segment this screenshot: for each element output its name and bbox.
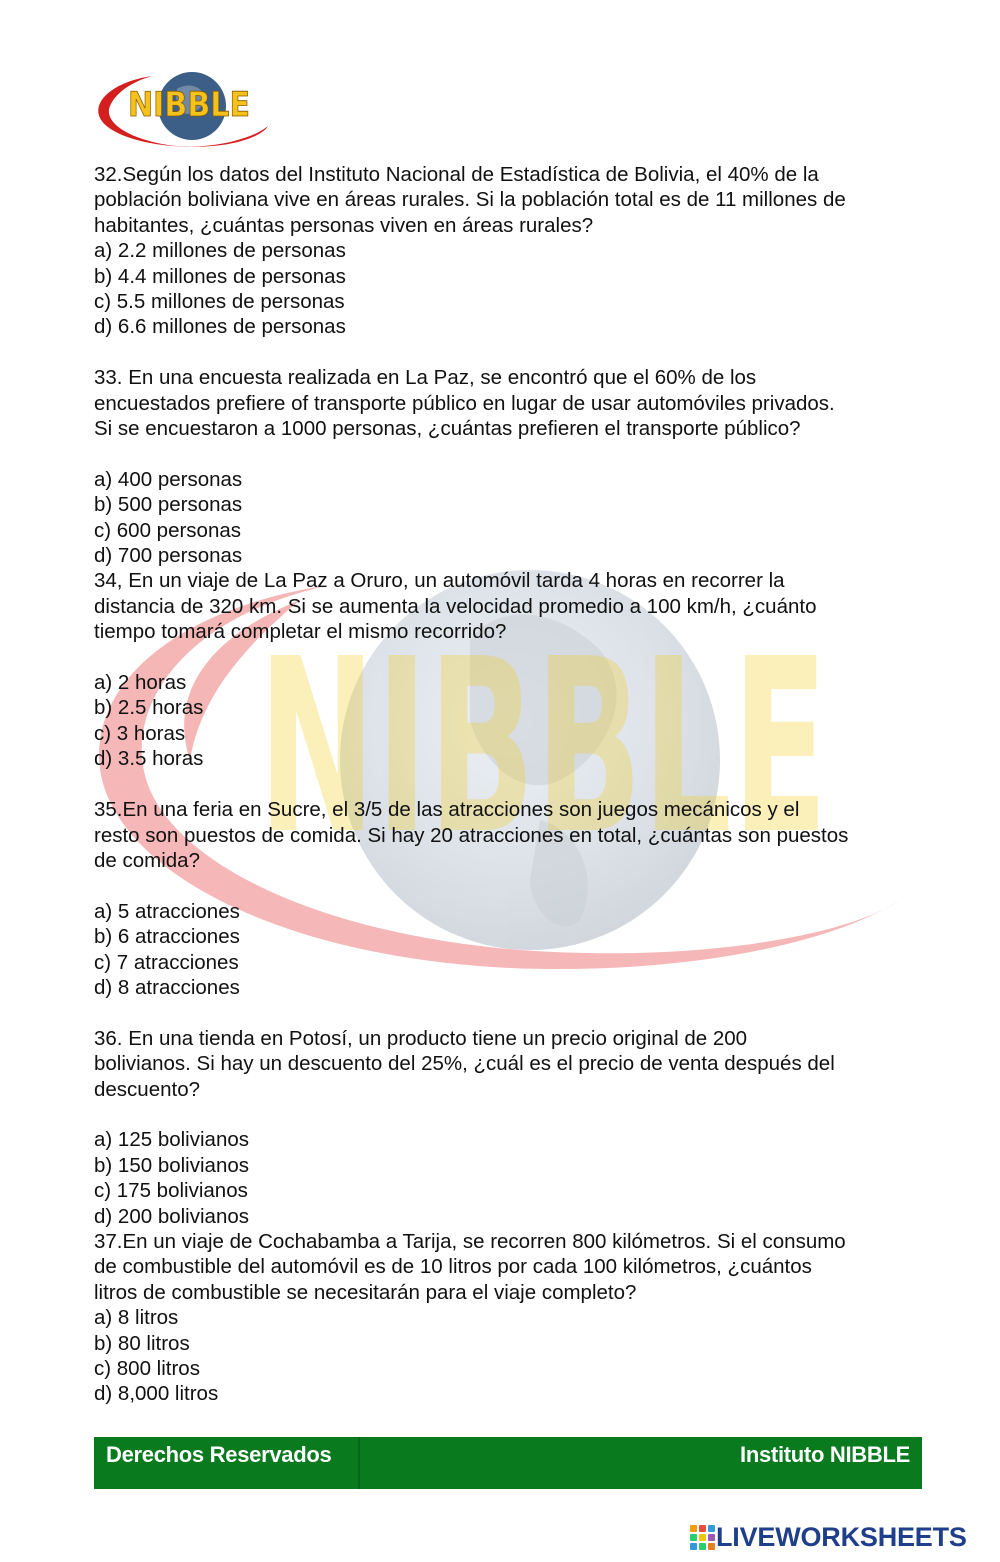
answer-option[interactable]: b) 150 bolivianos bbox=[94, 1153, 249, 1177]
question-text-line: de comida? bbox=[94, 848, 200, 872]
answer-option[interactable]: b) 2.5 horas bbox=[94, 696, 204, 720]
question-text-line: bolivianos. Si hay un descuento del 25%, ¿cuál es el precio de venta después del bbox=[94, 1052, 835, 1076]
spacer bbox=[94, 1000, 924, 1025]
answer-option[interactable]: d) 6.6 millones de personas bbox=[94, 315, 346, 339]
spacer bbox=[94, 441, 924, 466]
spacer bbox=[94, 873, 924, 898]
spacer bbox=[94, 340, 924, 365]
answer-option[interactable]: a) 2.2 millones de personas bbox=[94, 239, 346, 263]
answer-option[interactable]: b) 4.4 millones de personas bbox=[94, 264, 346, 288]
answer-option[interactable]: d) 8,000 litros bbox=[94, 1382, 219, 1406]
answer-option[interactable]: c) 5.5 millones de personas bbox=[94, 290, 345, 314]
question-37 bbox=[94, 1229, 924, 1407]
answer-option[interactable]: d) 3.5 horas bbox=[94, 747, 204, 771]
answer-option[interactable]: a) 125 bolivianos bbox=[94, 1128, 249, 1152]
question-text-line: Si se encuestaron a 1000 personas, ¿cuántas prefieren el transporte público? bbox=[94, 417, 801, 441]
question-text-line: habitantes, ¿cuántas personas viven en áreas rurales? bbox=[94, 213, 594, 237]
question-text-line: resto son puestos de comida. Si hay 20 atracciones en total, ¿cuántas son puestos bbox=[94, 823, 849, 847]
footer-institute: Instituto NIBBLE bbox=[740, 1442, 910, 1467]
question-text-line: encuestados prefiere of transporte público en lugar de usar automóviles privados. bbox=[94, 391, 835, 415]
answer-option[interactable]: a) 400 personas bbox=[94, 467, 243, 491]
question-text-line: población boliviana vive en áreas rurales. Si la población total es de 11 millones de bbox=[94, 188, 846, 212]
question-text-line: 32.Según los datos del Instituto Nacional de Estadística de Bolivia, el 40% de la bbox=[94, 163, 819, 186]
question-text-line: 34, En un viaje de La Paz a Oruro, un automóvil tarda 4 horas en recorrer la bbox=[94, 569, 785, 593]
question-text-line: 33. En una encuesta realizada en La Paz, se encontró que el 60% de los bbox=[94, 366, 757, 390]
footer-divider bbox=[358, 1437, 360, 1489]
spacer bbox=[94, 645, 924, 670]
question-35 bbox=[94, 797, 924, 1000]
question-text-line: litros de combustible se necesitarán para el viaje completo? bbox=[94, 1280, 637, 1304]
question-text-line: 37.En un viaje de Cochabamba a Tarija, se recorren 800 kilómetros. Si el consumo bbox=[94, 1229, 846, 1253]
question-text-line: descuento? bbox=[94, 1077, 201, 1101]
question-text-line: de combustible del automóvil es de 10 litros por cada 100 kilómetros, ¿cuántos bbox=[94, 1255, 812, 1279]
liveworksheets-label: LIVEWORKSHEETS bbox=[716, 1522, 967, 1552]
nibble-logo bbox=[92, 64, 272, 160]
liveworksheets-icon bbox=[690, 1525, 716, 1551]
answer-option[interactable]: a) 5 atracciones bbox=[94, 899, 240, 923]
answer-option[interactable]: a) 8 litros bbox=[94, 1306, 179, 1330]
question-34 bbox=[94, 568, 924, 771]
question-text-line: 36. En una tienda en Potosí, un producto tiene un precio original de 200 bbox=[94, 1026, 748, 1050]
answer-option[interactable]: d) 200 bolivianos bbox=[94, 1204, 249, 1228]
question-33 bbox=[94, 365, 924, 568]
spacer bbox=[94, 1102, 924, 1127]
question-text-line: tiempo tomará completar el mismo recorrido? bbox=[94, 620, 507, 644]
svg-text:NIBBLE: NIBBLE bbox=[258, 607, 828, 887]
spacer bbox=[94, 772, 924, 797]
answer-option[interactable]: c) 800 litros bbox=[94, 1356, 200, 1380]
question-32 bbox=[94, 162, 924, 340]
logo-wordmark: NIBBLE bbox=[128, 85, 250, 125]
question-text-line: 35.En una feria en Sucre, el 3/5 de las atracciones son juegos mecánicos y el bbox=[94, 798, 800, 822]
answer-option[interactable]: c) 600 personas bbox=[94, 518, 242, 542]
answer-option[interactable]: a) 2 horas bbox=[94, 671, 187, 695]
footer-rights: Derechos Reservados bbox=[106, 1442, 332, 1467]
answer-option[interactable]: d) 700 personas bbox=[94, 544, 243, 568]
answer-option[interactable]: c) 7 atracciones bbox=[94, 950, 239, 974]
question-list bbox=[94, 162, 924, 1407]
answer-option[interactable]: b) 6 atracciones bbox=[94, 925, 240, 949]
answer-option[interactable]: b) 500 personas bbox=[94, 493, 243, 517]
question-text-line: distancia de 320 km. Si se aumenta la velocidad promedio a 100 km/h, ¿cuánto bbox=[94, 594, 817, 618]
footer-bar bbox=[94, 1437, 922, 1489]
answer-option[interactable]: d) 8 atracciones bbox=[94, 975, 240, 999]
answer-option[interactable]: b) 80 litros bbox=[94, 1331, 190, 1355]
answer-option[interactable]: c) 3 horas bbox=[94, 721, 186, 745]
answer-option[interactable]: c) 175 bolivianos bbox=[94, 1179, 248, 1203]
question-36 bbox=[94, 1026, 924, 1229]
